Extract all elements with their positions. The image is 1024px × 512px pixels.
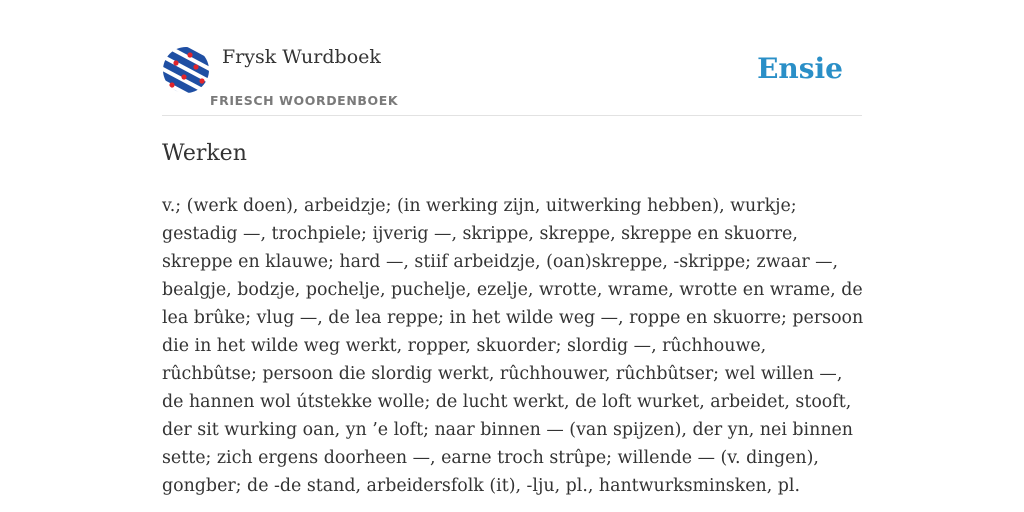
entry-definition: v.; (werk doen), arbeidzje; (in werking zijn, uitwerking hebben), wurkje; gestadig —, trochpiele; ijverig —, skrippe, skreppe, skreppe en skuorre, skreppe en klauwe; hard —, stiif arbeidzje, (oan)skreppe, -skrippe; zwaar —, bealgje, bodzje, pochelje, puchelje, ezelje, wrotte, wrame, wrotte en wrame, de lea brûke; vlug —, de lea reppe; in het wilde weg —, roppe en skuorre; persoon die in het wilde weg werkt, ropper, skuorder; slordig —, rûchhouwe, rûchbûtse; persoon die slordig werkt, rûchhouwer, rûchbûtser; wel willen —, de hannen wol útstekke wolle; de lucht werkt, de loft wurket, arbeidet, stooft, der sit wurking oan, yn ’e loft; naar binnen — (van spijzen), der yn, nei binnen sette; zich ergens doorheen —, earne troch strûpe; willende — (v. dingen), gongber; de -de stand, arbeidersfolk (it), -lju, pl., hantwurksminsken, pl. (162, 196, 864, 496)
header-divider (162, 115, 862, 116)
ensie-brand-link[interactable]: Ensie (757, 52, 843, 85)
dictionary-title[interactable]: Frysk Wurdboek (222, 46, 381, 68)
dictionary-subtitle: FRIESCH WOORDENBOEK (210, 93, 399, 108)
frisian-flag-icon (162, 47, 210, 93)
entry-headword: Werken (162, 141, 247, 166)
